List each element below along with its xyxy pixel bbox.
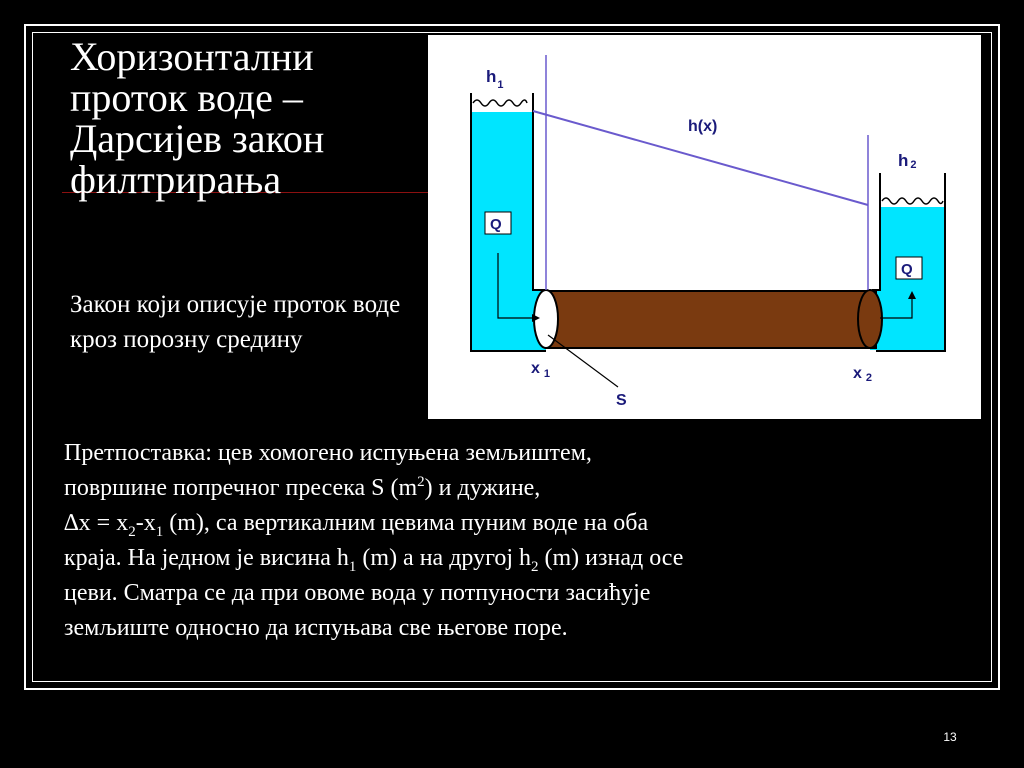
body-line-6: земљиште односно да испуњава све његове поре. <box>64 615 568 641</box>
body-line-3: $\Delta x = x_2-x_1$ (m), са вертикалним цевима пуним воде на оба <box>64 510 649 540</box>
label-x1: x $_1$ <box>531 360 551 380</box>
body-line-1: Претпоставка: цев хомогено испуњена земљиштем, <box>64 440 592 466</box>
slide-subtitle: Закон који описује проток воде кроз порозну средину <box>70 291 401 353</box>
soil-pipe <box>546 291 876 348</box>
slide-title: Хоризонтални проток воде – Дарсијев закон филтрирања <box>70 34 325 202</box>
left-water-surface <box>473 100 527 106</box>
label-h1: $h_1$ <box>486 67 504 91</box>
label-q-right: Q <box>901 261 913 278</box>
right-tube-outer <box>872 173 880 290</box>
label-q-left: Q <box>490 216 502 233</box>
right-water-surface <box>882 198 943 204</box>
page-number: 13 <box>943 730 957 744</box>
left-tube-outer <box>533 93 546 290</box>
body-line-5: цеви. Сматра се да при овоме вода у потпуности засићује <box>64 580 651 606</box>
label-h2: h 2 <box>898 151 917 171</box>
label-x2: x 2 <box>853 365 873 384</box>
soil-pipe-right-end <box>858 290 882 348</box>
darcy-diagram <box>428 35 981 419</box>
body-line-4: краја. На једном је висина $h_1$ (m) а на другој $h_2$ (m) изнад осе <box>64 545 684 575</box>
body-line-2: површине попречног пресека S $(m^2)$ и дужине, <box>64 474 541 501</box>
label-s: S <box>616 392 627 409</box>
label-hx: h(x) <box>688 118 718 135</box>
assumption-paragraph <box>64 436 964 646</box>
